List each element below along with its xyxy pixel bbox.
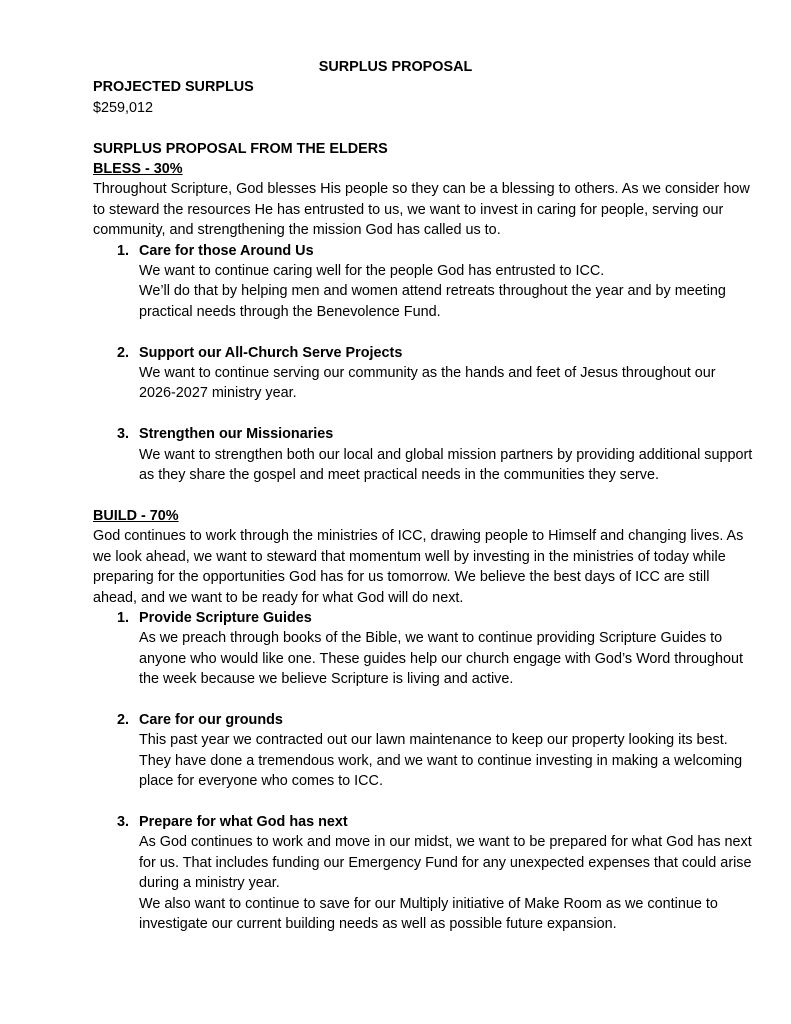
spacer xyxy=(93,485,753,505)
item-title: Care for those Around Us xyxy=(139,242,314,259)
item-title: Care for our grounds xyxy=(139,711,283,728)
bless-item-2 xyxy=(93,343,753,425)
bless-list xyxy=(93,241,753,486)
item-number: 2. xyxy=(117,711,130,728)
bless-item-1 xyxy=(93,241,753,343)
bless-item-3 xyxy=(93,424,753,485)
item-title: Provide Scripture Guides xyxy=(139,609,312,626)
item-text: As we preach through books of the Bible, we want to continue providing Scripture Guides to anyone who would like one. These guides help our church engage with God’s Word throughout the week because we believe Scripture is living and active. xyxy=(139,630,744,688)
document-title: SURPLUS PROPOSAL xyxy=(318,59,473,75)
item-title: Strengthen our Missionaries xyxy=(139,426,334,443)
spacer xyxy=(139,404,753,424)
projected-surplus-amount: $259,012 xyxy=(93,99,154,116)
spacer xyxy=(139,690,753,710)
document-page xyxy=(93,57,753,934)
item-text: We want to continue caring well for the people God has entrusted to ICC. xyxy=(139,263,605,280)
bless-intro: Throughout Scripture, God blesses His people so they can be a blessing to others. As we consider how to steward the resources He has entrusted to us, we want to invest in caring for people, serving our community, and strengthening the mission God has called us to. xyxy=(93,181,750,239)
build-item-2 xyxy=(93,710,753,812)
build-intro: God continues to work through the ministries of ICC, drawing people to Himself and changing lives. As we look ahead, we want to steward that momentum well by investing in the ministries of today while preparing for the opportunities God has for us tomorrow. We believe the best days of ICC are still ahead, and we want to be ready for what God will do next. xyxy=(93,528,744,606)
item-text: As God continues to work and move in our midst, we want to be prepared for what God has next for us. That includes funding our Emergency Fund for any unexpected expenses that could arise during a ministry year. xyxy=(139,834,752,892)
build-heading: BUILD - 70% xyxy=(93,507,179,524)
item-text: We want to strengthen both our local and global mission partners by providing additional support as they share the gospel and meet practical needs in the communities they serve. xyxy=(139,446,753,484)
spacer xyxy=(139,322,753,342)
spacer xyxy=(93,118,753,138)
projected-surplus-heading: PROJECTED SURPLUS xyxy=(93,79,254,96)
item-number: 3. xyxy=(117,426,130,443)
item-number: 1. xyxy=(117,609,130,626)
bless-heading: BLESS - 30% xyxy=(93,161,183,178)
item-number: 2. xyxy=(117,344,130,361)
item-title: Support our All-Church Serve Projects xyxy=(139,344,403,361)
item-text: This past year we contracted out our lawn maintenance to keep our property looking its best. They have done a tremendous work, and we want to continue investing in making a welcoming place for everyone who comes to ICC. xyxy=(139,732,743,790)
item-text: We want to continue serving our community as the hands and feet of Jesus throughout our 2026-2027 ministry year. xyxy=(139,365,716,402)
item-text: We’ll do that by helping men and women attend retreats throughout the year and by meeting practical needs through the Benevolence Fund. xyxy=(139,283,726,320)
build-item-1 xyxy=(93,608,753,710)
item-title: Prepare for what God has next xyxy=(139,813,348,830)
spacer xyxy=(139,792,753,812)
item-number: 3. xyxy=(117,813,130,830)
item-number: 1. xyxy=(117,242,130,259)
elders-proposal-heading: SURPLUS PROPOSAL FROM THE ELDERS xyxy=(93,140,388,157)
item-text: We also want to continue to save for our Multiply initiative of Make Room as we continue to investigate our current building needs as well as possible future expansion. xyxy=(139,895,718,932)
build-list xyxy=(93,608,753,934)
build-item-3 xyxy=(93,812,753,934)
